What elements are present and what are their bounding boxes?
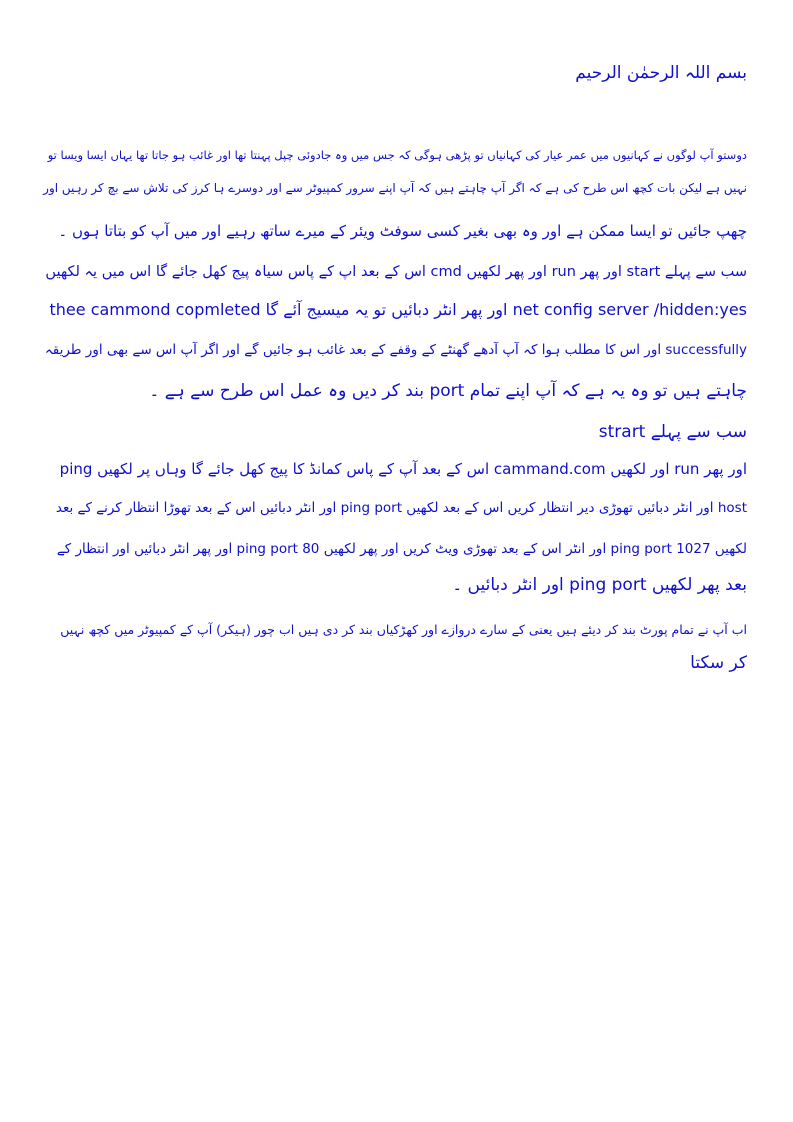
paragraph-line: اب آپ نے تمام پورٹ بند کر دیئے ہیں یعنی کے سارے دروازے اور کھڑکیاں بند کر دی ہیں اب چور (ہیکر) آپ کے کمپیوٹر میں کچھ نہیں [60,622,747,637]
paragraph-line: host اور انٹر دبائیں تھوڑی دیر انتظار کریں اس کے بعد لکھیں ping port اور انٹر دبائیں اس کے بعد تھوڑا انتظار کرنے کے بعد [55,500,747,516]
paragraph-line: چاہتے ہیں تو وہ یہ ہے کہ آپ اپنے تمام port بند کر دیں وہ عمل اس طرح سے ہے ۔ [149,381,747,401]
paragraph-line: کر سکتا [690,653,747,673]
paragraph-line: چھپ جائیں تو ایسا ممکن ہے اور وہ بھی بغیر کسی سوفٹ ویئر کے میرے ساتھ رہیے اور میں آپ کو بتاتا ہوں ۔ [58,222,747,240]
paragraph-line: اور پھر run اور لکھیں cammand.com اس کے بعد آپ کے پاس کمانڈ کا پیج کھل جائے گا وہاں پر لکھیں ping [59,460,747,478]
paragraph-line: سب سے پہلے start اور پھر run اور پھر لکھیں cmd اس کے بعد اپ کے پاس سیاہ پیج کھل جائے گا اس میں یہ لکھیں [45,264,747,280]
paragraph-line: دوستو آپ لوگوں نے کہانیوں میں عمر عیار کی کہانیاں تو پڑھی ہوگی کہ جس میں وہ جادوئی چپل پہنتا تھا اور غائب ہو جاتا تھا یہاں ایسا ویسا تو [47,148,747,162]
paragraph-line: net config server /hidden:yes اور پھر انٹر دبائیں تو یہ میسیج آئے گا thee cammond copmleted [49,300,747,319]
paragraph-line: successfully اور اس کا مطلب ہوا کہ آپ آدھے گھنٹے کے وقفے کے بعد غائب ہو جائیں گے اور اگر آپ اس سے بھی اور طریقہ [44,342,747,358]
paragraph-line: سب سے پہلے strart [598,422,747,442]
paragraph-line: لکھیں ping port 1027 اور انٹر اس کے بعد تھوڑی ویٹ کریں اور پھر لکھیں ping port 80 اور پھر انٹر دبائیں اور انتظار کے [56,541,747,557]
paragraph-line: بعد پھر لکھیں ping port اور انٹر دبائیں ۔ [452,575,747,595]
bismillah-heading: بسم اللہ الرحمٰن الرحیم [575,63,747,83]
paragraph-line: نہیں ہے لیکن بات کچھ اس طرح کی ہے کہ اگر آپ چاہتے ہیں کہ آپ اپنے سرور کمپیوٹر سے اور دوسرے ہا کرز کی تلاش سے بچ کر رہیں اور [43,181,747,195]
